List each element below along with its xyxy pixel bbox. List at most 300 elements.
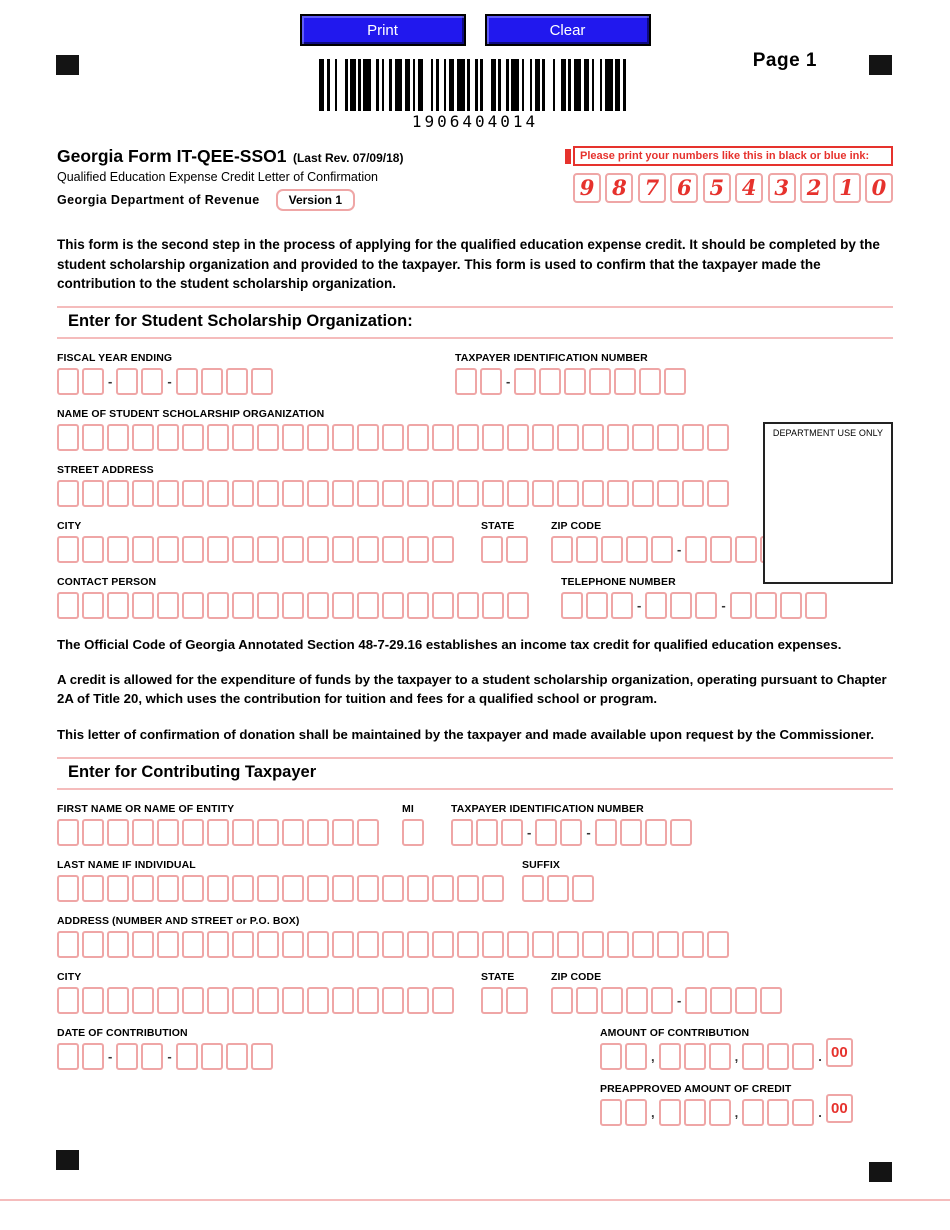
- char-box[interactable]: [682, 931, 704, 958]
- char-box[interactable]: [600, 1043, 622, 1070]
- char-box[interactable]: [611, 592, 633, 619]
- char-box[interactable]: [282, 424, 304, 451]
- char-box[interactable]: [82, 592, 104, 619]
- char-box[interactable]: [582, 424, 604, 451]
- box-separator: ,: [734, 1048, 739, 1064]
- fiscal-year-boxes[interactable]: [57, 368, 455, 395]
- taxpayer-first-name-field: [57, 803, 402, 846]
- char-box[interactable]: [735, 987, 757, 1014]
- char-box[interactable]: [57, 592, 79, 619]
- char-box[interactable]: [157, 987, 179, 1014]
- char-box[interactable]: [507, 480, 529, 507]
- char-box[interactable]: [626, 987, 648, 1014]
- char-box[interactable]: [157, 424, 179, 451]
- char-box[interactable]: [407, 536, 429, 563]
- char-box[interactable]: [332, 819, 354, 846]
- char-box[interactable]: [685, 536, 707, 563]
- char-box[interactable]: [522, 875, 544, 902]
- char-box[interactable]: [481, 536, 503, 563]
- char-box[interactable]: [576, 987, 598, 1014]
- char-box[interactable]: [482, 424, 504, 451]
- char-box[interactable]: [82, 875, 104, 902]
- char-box[interactable]: [506, 536, 528, 563]
- char-box[interactable]: [407, 875, 429, 902]
- char-box[interactable]: [557, 480, 579, 507]
- char-box[interactable]: [82, 987, 104, 1014]
- char-box[interactable]: [506, 987, 528, 1014]
- char-box[interactable]: [357, 931, 379, 958]
- char-box[interactable]: [742, 1043, 764, 1070]
- char-box[interactable]: [607, 480, 629, 507]
- char-box[interactable]: [257, 987, 279, 1014]
- char-box[interactable]: [182, 536, 204, 563]
- char-box[interactable]: [57, 1043, 79, 1070]
- char-box[interactable]: [157, 592, 179, 619]
- char-box[interactable]: [402, 819, 424, 846]
- char-box[interactable]: [695, 592, 717, 619]
- char-box[interactable]: [432, 424, 454, 451]
- char-box[interactable]: [232, 592, 254, 619]
- char-box[interactable]: [332, 480, 354, 507]
- char-box[interactable]: [232, 424, 254, 451]
- char-box[interactable]: [557, 931, 579, 958]
- sso-tin-boxes[interactable]: [455, 368, 689, 395]
- char-box[interactable]: [780, 592, 802, 619]
- char-box[interactable]: [226, 368, 248, 395]
- char-box[interactable]: [157, 536, 179, 563]
- char-box[interactable]: [251, 1043, 273, 1070]
- char-box[interactable]: [382, 987, 404, 1014]
- char-box[interactable]: [557, 424, 579, 451]
- char-box[interactable]: [116, 1043, 138, 1070]
- char-box[interactable]: [357, 536, 379, 563]
- char-box[interactable]: [457, 875, 479, 902]
- char-box[interactable]: [357, 875, 379, 902]
- print-instruction-note: [573, 146, 893, 166]
- char-box[interactable]: [332, 536, 354, 563]
- char-box[interactable]: [232, 987, 254, 1014]
- char-box[interactable]: [670, 592, 692, 619]
- char-box[interactable]: [645, 819, 667, 846]
- char-box[interactable]: [282, 931, 304, 958]
- char-box[interactable]: [607, 931, 629, 958]
- char-box[interactable]: [232, 536, 254, 563]
- char-box[interactable]: [82, 368, 104, 395]
- char-box[interactable]: [682, 424, 704, 451]
- sso-name-label: NAME OF STUDENT SCHOLARSHIP ORGANIZATION: [57, 407, 325, 420]
- clear-button[interactable]: Clear: [485, 14, 651, 46]
- char-box[interactable]: [457, 480, 479, 507]
- taxpayer-mi-boxes[interactable]: [402, 819, 427, 846]
- form-header: [0, 131, 950, 211]
- legal-paragraph-3: This letter of confirmation of donation shall be maintained by the taxpayer and made available upon request by the Commissioner.: [57, 726, 875, 742]
- char-box[interactable]: [382, 424, 404, 451]
- char-box[interactable]: [141, 368, 163, 395]
- char-box[interactable]: [382, 592, 404, 619]
- char-box[interactable]: [107, 819, 129, 846]
- char-box[interactable]: [532, 931, 554, 958]
- char-box[interactable]: [107, 480, 129, 507]
- char-box[interactable]: [107, 987, 129, 1014]
- char-box[interactable]: [755, 592, 777, 619]
- sso-state-boxes[interactable]: [481, 536, 531, 563]
- taxpayer-zip-label: ZIP CODE: [551, 970, 602, 983]
- char-box[interactable]: [307, 931, 329, 958]
- char-box[interactable]: [207, 480, 229, 507]
- fiscal-year-field: [57, 352, 455, 395]
- char-box[interactable]: [382, 931, 404, 958]
- char-box[interactable]: [57, 819, 79, 846]
- char-box[interactable]: [560, 819, 582, 846]
- char-box[interactable]: [507, 424, 529, 451]
- print-instruction-text: Please print your numbers like this in black or blue ink:: [580, 150, 870, 162]
- box-separator: -: [677, 541, 682, 557]
- char-box[interactable]: [659, 1043, 681, 1070]
- char-box[interactable]: [645, 592, 667, 619]
- sso-city-boxes[interactable]: [57, 536, 457, 563]
- box-separator: -: [108, 373, 113, 389]
- char-box[interactable]: [767, 1043, 789, 1070]
- char-box[interactable]: [632, 424, 654, 451]
- char-box[interactable]: [451, 819, 473, 846]
- char-box[interactable]: [132, 819, 154, 846]
- char-box[interactable]: [586, 592, 608, 619]
- char-box[interactable]: [382, 536, 404, 563]
- char-box[interactable]: [332, 987, 354, 1014]
- char-box[interactable]: [481, 987, 503, 1014]
- char-box[interactable]: [282, 875, 304, 902]
- char-box[interactable]: [407, 480, 429, 507]
- char-box[interactable]: [201, 368, 223, 395]
- char-box[interactable]: [357, 987, 379, 1014]
- contribution-date-boxes[interactable]: [57, 1043, 276, 1070]
- char-box[interactable]: [432, 536, 454, 563]
- char-box[interactable]: [589, 368, 611, 395]
- char-box[interactable]: [551, 536, 573, 563]
- char-box[interactable]: [257, 424, 279, 451]
- char-box[interactable]: [551, 987, 573, 1014]
- char-box[interactable]: [251, 368, 273, 395]
- char-box[interactable]: [282, 987, 304, 1014]
- char-box[interactable]: [132, 592, 154, 619]
- char-box[interactable]: [132, 931, 154, 958]
- char-box[interactable]: [157, 931, 179, 958]
- taxpayer-zip-boxes[interactable]: [551, 987, 785, 1014]
- char-box[interactable]: [742, 1099, 764, 1126]
- taxpayer-last-name-field: [57, 859, 507, 902]
- taxpayer-tin-label: TAXPAYER IDENTIFICATION NUMBER: [451, 802, 644, 815]
- char-box[interactable]: [582, 480, 604, 507]
- char-box[interactable]: [709, 1043, 731, 1070]
- char-box[interactable]: [576, 536, 598, 563]
- char-box[interactable]: [535, 819, 557, 846]
- char-box[interactable]: [82, 819, 104, 846]
- char-box[interactable]: [307, 819, 329, 846]
- form-revision: (Last Rev. 07/09/18): [292, 151, 404, 165]
- char-box[interactable]: [176, 368, 198, 395]
- char-box[interactable]: [760, 987, 782, 1014]
- sample-digit-box: 9: [573, 173, 601, 203]
- char-box[interactable]: [207, 875, 229, 902]
- char-box[interactable]: [207, 819, 229, 846]
- char-box[interactable]: [651, 536, 673, 563]
- sso-zip-boxes[interactable]: [551, 536, 785, 563]
- taxpayer-section-title: Enter for Contributing Taxpayer: [57, 757, 893, 790]
- char-box[interactable]: [82, 1043, 104, 1070]
- char-box[interactable]: [670, 819, 692, 846]
- char-box[interactable]: [792, 1043, 814, 1070]
- char-box[interactable]: [730, 592, 752, 619]
- char-box[interactable]: [207, 592, 229, 619]
- char-box[interactable]: [307, 875, 329, 902]
- char-box[interactable]: [282, 592, 304, 619]
- char-box[interactable]: [57, 368, 79, 395]
- char-box[interactable]: [82, 424, 104, 451]
- char-box[interactable]: [532, 424, 554, 451]
- preapproved-credit-boxes[interactable]: [600, 1099, 893, 1126]
- char-box[interactable]: [707, 931, 729, 958]
- char-box[interactable]: [257, 875, 279, 902]
- char-box[interactable]: [182, 931, 204, 958]
- char-box[interactable]: [307, 424, 329, 451]
- char-box[interactable]: [432, 931, 454, 958]
- sample-digit-box: 0: [865, 173, 893, 203]
- char-box[interactable]: [182, 875, 204, 902]
- char-box[interactable]: [107, 875, 129, 902]
- char-box[interactable]: [382, 875, 404, 902]
- box-separator: .: [818, 1104, 822, 1120]
- char-box[interactable]: [601, 536, 623, 563]
- char-box[interactable]: [482, 480, 504, 507]
- char-box[interactable]: [805, 592, 827, 619]
- char-box[interactable]: [595, 819, 617, 846]
- char-box[interactable]: [600, 1099, 622, 1126]
- char-box[interactable]: [57, 875, 79, 902]
- char-box[interactable]: [157, 875, 179, 902]
- char-box[interactable]: [407, 931, 429, 958]
- char-box[interactable]: [357, 424, 379, 451]
- char-box[interactable]: [480, 368, 502, 395]
- char-box[interactable]: [201, 1043, 223, 1070]
- char-box[interactable]: [625, 1099, 647, 1126]
- char-box[interactable]: [82, 480, 104, 507]
- char-box[interactable]: [710, 536, 732, 563]
- char-box[interactable]: [182, 819, 204, 846]
- char-box[interactable]: [407, 424, 429, 451]
- char-box[interactable]: [482, 931, 504, 958]
- char-box[interactable]: [132, 424, 154, 451]
- char-box[interactable]: [132, 875, 154, 902]
- char-box[interactable]: [657, 931, 679, 958]
- legal-paragraph-1: The Official Code of Georgia Annotated Section 48-7-29.16 establishes an income tax credit for qualified education expenses.: [57, 636, 842, 652]
- sso-section-title: Enter for Student Scholarship Organization:: [57, 306, 893, 339]
- char-box[interactable]: [232, 819, 254, 846]
- sso-contact-field: [57, 576, 531, 619]
- char-box[interactable]: [332, 592, 354, 619]
- char-box[interactable]: [176, 1043, 198, 1070]
- contribution-amount-dollars[interactable]: [600, 1043, 826, 1070]
- char-box[interactable]: [282, 480, 304, 507]
- char-box[interactable]: [792, 1099, 814, 1126]
- char-box[interactable]: [684, 1099, 706, 1126]
- char-box[interactable]: [332, 424, 354, 451]
- char-box[interactable]: [107, 931, 129, 958]
- char-box[interactable]: [482, 875, 504, 902]
- char-box[interactable]: [561, 592, 583, 619]
- char-box[interactable]: [132, 536, 154, 563]
- char-box[interactable]: [457, 931, 479, 958]
- char-box[interactable]: [709, 1099, 731, 1126]
- sso-contact-label: CONTACT PERSON: [57, 575, 157, 588]
- char-box[interactable]: [657, 424, 679, 451]
- char-box[interactable]: [182, 480, 204, 507]
- char-box[interactable]: [582, 931, 604, 958]
- print-button[interactable]: Print: [300, 14, 466, 46]
- char-box[interactable]: [432, 592, 454, 619]
- char-box[interactable]: [357, 819, 379, 846]
- char-box[interactable]: [332, 875, 354, 902]
- char-box[interactable]: [107, 592, 129, 619]
- char-box[interactable]: [226, 1043, 248, 1070]
- char-box[interactable]: [132, 480, 154, 507]
- char-box[interactable]: [564, 368, 586, 395]
- taxpayer-suffix-field: [522, 859, 597, 902]
- char-box[interactable]: [207, 424, 229, 451]
- char-box[interactable]: [539, 368, 561, 395]
- char-box[interactable]: [57, 536, 79, 563]
- taxpayer-tin-boxes[interactable]: [451, 819, 695, 846]
- char-box[interactable]: [232, 875, 254, 902]
- contribution-amount-boxes[interactable]: [600, 1043, 893, 1070]
- char-box[interactable]: [57, 480, 79, 507]
- char-box[interactable]: [707, 424, 729, 451]
- char-box[interactable]: [664, 368, 686, 395]
- char-box[interactable]: [572, 875, 594, 902]
- char-box[interactable]: [57, 424, 79, 451]
- char-box[interactable]: [547, 875, 569, 902]
- taxpayer-first-name-boxes[interactable]: [57, 819, 402, 846]
- char-box[interactable]: [407, 987, 429, 1014]
- char-box[interactable]: [432, 987, 454, 1014]
- char-box[interactable]: [307, 480, 329, 507]
- char-box[interactable]: [476, 819, 498, 846]
- char-box[interactable]: [257, 480, 279, 507]
- char-box[interactable]: [625, 1043, 647, 1070]
- char-box[interactable]: [639, 368, 661, 395]
- char-box[interactable]: [457, 592, 479, 619]
- char-box[interactable]: [307, 592, 329, 619]
- char-box[interactable]: [282, 536, 304, 563]
- char-box[interactable]: [332, 931, 354, 958]
- char-box[interactable]: [182, 987, 204, 1014]
- taxpayer-last-name-label: LAST NAME IF INDIVIDUAL: [57, 858, 196, 871]
- char-box[interactable]: [257, 592, 279, 619]
- sso-contact-boxes[interactable]: [57, 592, 531, 619]
- char-box[interactable]: [532, 480, 554, 507]
- char-box[interactable]: [507, 931, 529, 958]
- char-box[interactable]: [684, 1043, 706, 1070]
- char-box[interactable]: [141, 1043, 163, 1070]
- char-box[interactable]: [657, 480, 679, 507]
- char-box[interactable]: [182, 592, 204, 619]
- char-box[interactable]: [767, 1099, 789, 1126]
- char-box[interactable]: [632, 931, 654, 958]
- char-box[interactable]: [707, 480, 729, 507]
- char-box[interactable]: [107, 536, 129, 563]
- taxpayer-address-boxes[interactable]: [57, 931, 893, 958]
- char-box[interactable]: [107, 424, 129, 451]
- char-box[interactable]: [685, 987, 707, 1014]
- char-box[interactable]: [207, 931, 229, 958]
- char-box[interactable]: [457, 424, 479, 451]
- char-box[interactable]: [632, 480, 654, 507]
- char-box[interactable]: [116, 368, 138, 395]
- taxpayer-last-name-boxes[interactable]: [57, 875, 507, 902]
- char-box[interactable]: [710, 987, 732, 1014]
- char-box[interactable]: [607, 424, 629, 451]
- sample-digit-box: 4: [735, 173, 763, 203]
- char-box[interactable]: [82, 536, 104, 563]
- char-box[interactable]: [307, 987, 329, 1014]
- taxpayer-suffix-boxes[interactable]: [522, 875, 597, 902]
- char-box[interactable]: [157, 480, 179, 507]
- char-box[interactable]: [307, 536, 329, 563]
- box-separator: .: [818, 1048, 822, 1064]
- char-box[interactable]: [257, 536, 279, 563]
- char-box[interactable]: [157, 819, 179, 846]
- box-separator: -: [506, 373, 511, 389]
- char-box[interactable]: [357, 592, 379, 619]
- char-box[interactable]: [482, 592, 504, 619]
- char-box[interactable]: [257, 931, 279, 958]
- char-box[interactable]: [82, 931, 104, 958]
- char-box[interactable]: [514, 368, 536, 395]
- char-box[interactable]: [735, 536, 757, 563]
- char-box[interactable]: [682, 480, 704, 507]
- char-box[interactable]: [182, 424, 204, 451]
- char-box[interactable]: [614, 368, 636, 395]
- char-box[interactable]: [232, 480, 254, 507]
- char-box[interactable]: [501, 819, 523, 846]
- char-box[interactable]: [601, 987, 623, 1014]
- char-box[interactable]: [432, 875, 454, 902]
- char-box[interactable]: [232, 931, 254, 958]
- char-box[interactable]: [626, 536, 648, 563]
- char-box[interactable]: [455, 368, 477, 395]
- sso-phone-boxes[interactable]: [561, 592, 830, 619]
- taxpayer-state-boxes[interactable]: [481, 987, 531, 1014]
- char-box[interactable]: [207, 536, 229, 563]
- char-box[interactable]: [207, 987, 229, 1014]
- char-box[interactable]: [57, 987, 79, 1014]
- department-use-only-box: [763, 422, 893, 584]
- char-box[interactable]: [407, 592, 429, 619]
- char-box[interactable]: [659, 1099, 681, 1126]
- preapproved-credit-cents: 00: [826, 1094, 853, 1123]
- char-box[interactable]: [620, 819, 642, 846]
- preapproved-credit-dollars[interactable]: [600, 1099, 826, 1126]
- char-box[interactable]: [651, 987, 673, 1014]
- char-box[interactable]: [382, 480, 404, 507]
- char-box[interactable]: [57, 931, 79, 958]
- char-box[interactable]: [507, 592, 529, 619]
- char-box[interactable]: [132, 987, 154, 1014]
- taxpayer-city-boxes[interactable]: [57, 987, 457, 1014]
- char-box[interactable]: [282, 819, 304, 846]
- char-box[interactable]: [432, 480, 454, 507]
- char-box[interactable]: [257, 819, 279, 846]
- char-box[interactable]: [357, 480, 379, 507]
